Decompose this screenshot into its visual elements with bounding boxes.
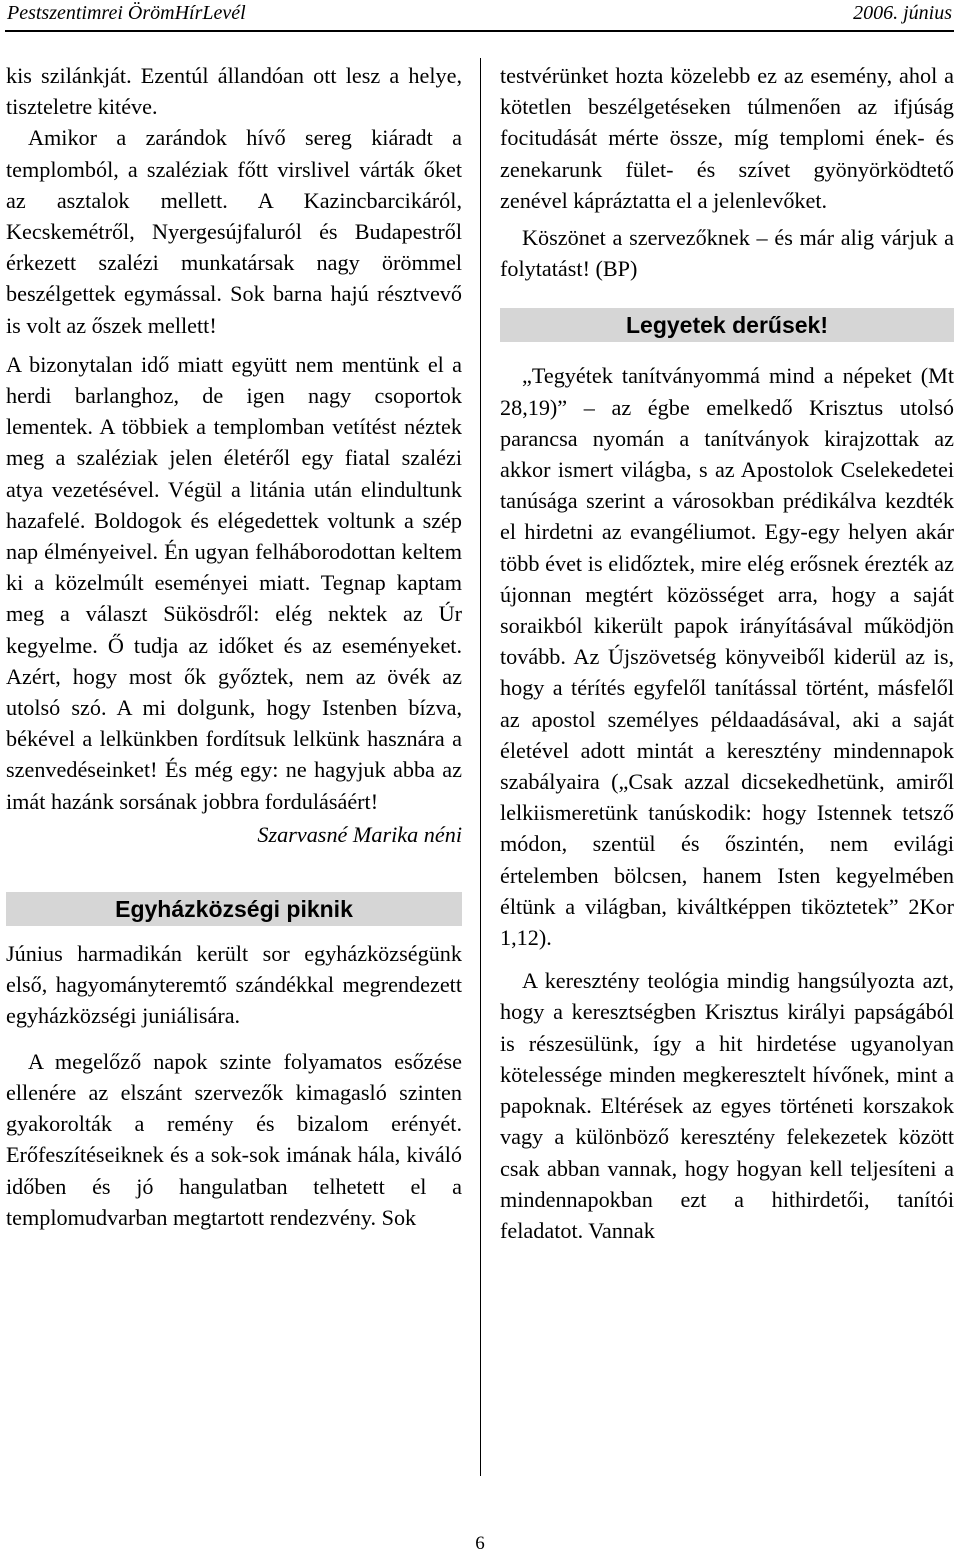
article-signature: Szarvasné Marika néni [257,821,462,847]
paragraph: Amikor a zarándok hívő sereg kiáradt a templomból, a szaléziak főtt virslivel várták őket az asztalok mellett. A Kazincbarcikáról, Kecskemétről, Nyergesújfaluról és Budapestről érkezett szalézi munkatársak nagy örömmel beszélgettek egymással. Sok barna hajú résztvevő is volt az őszek mellett! [6,125,462,338]
page-number: 6 [475,1533,485,1554]
left-column [6,60,462,1233]
paragraph: A megelőző napok szinte folyamatos esőzése ellenére az elszánt szervezők kimagasló szinten gyakorolták a remény és bizalom erényét. Erőfeszítéseiknek és a sok-sok imának hála, kiváló időben és jó hangulatban telhetett el a templomudvarban megtartott rendezvény. Sok [6,1048,462,1230]
paragraph: testvérünket hozta közelebb ez az esemény, ahol a kötetlen beszélgetéseken túlmenően az ifjúság focitudását mérte össze, míg templomi ének- és zenekarunk fület- és szívet gyönyörködtető zenével kápráztatta el a jelenlevőket. [500,63,954,213]
paragraph: Június harmadikán került sor egyházközségünk első, hagyományteremtő szándékkal megrendezett egyházközségi juniálisára. [6,941,462,1029]
issue-date: 2006. június [853,2,952,24]
newsletter-title: Pestszentimrei ÖrömHírLevél [7,2,246,24]
column-divider [480,58,481,1476]
paragraph: A keresztény teológia mindig hangsúlyozta azt, hogy a keresztségben Krisztus királyi papságából is részesülünk, így a hit hirdetése ugyanolyan kötelessége minden megkeresztelt hívőnek, mint a papoknak. Eltérések az egyes történeti korszakok vagy a különböző keresztény felekezetek között csak abban vannak, hogy hogyan kell teljesíteni a mindennapokban ezt a hithirdetői, tanítói feladatot. Vannak [500,968,954,1243]
paragraph: kis szilánkját. Ezentúl állandóan ott lesz a helye, tiszteletre kitéve. [6,63,462,120]
section-heading: Legyetek derűsek! [500,308,954,342]
paragraph: „Tegyétek tanítványommá mind a népeket (Mt 28,19)” – az égbe emelkedő Krisztus utolsó parancsa nyomán a tanítványok kirajzottak az akkor ismert világba, s az Apostolok Cselekedetei tanúsága szerint a városokban prédikálva kezdték el hirdetni az evangéliumot. Egy-egy helyen akár több évet is elidőztek, mire elég erősnek érezték az újonnan megtért közösséget arra, hogy a saját soraikból kikerült papok irányításával működjön tovább. Az Újszövetség könyveiből kiderül az is, hogy a térítés egyfelől tanítással történt, másfelől az apostol személyes példaadásával, aki a saját életével adott mintát a keresztény mindennapok szabályaira („Csak azzal dicsekedhetünk, amiről lelkiismeretünk tanúskodik: hogy Istennek tetsző módon, szentül és őszintén, nem evilági értelemben bölcsen, hanem Isten kegyelmében éltünk a világban, kiváltképpen tiköztetek” 2Kor 1,12). [500,363,954,951]
section-heading: Egyházközségi piknik [6,892,462,926]
paragraph: A bizonytalan idő miatt együtt nem mentünk el a herdi barlanghoz, de igen nagy csoportok lementek. A többiek a templomban vetítést néztek meg a szaléziak jelen életéről egy fiatal szalézi atya vezetésével. Végül a litánia után elindultunk hazafelé. Boldogok és elégedettek voltunk a szép nap élményeivel. Én ugyan felháborodottan keltem ki a közelmúlt eseményei miatt. Tegnap kaptam meg a választ Sükösdről: elég nektek az Úr kegyelme. Ő tudja az időket és az eseményeket. Azért, hogy most ők győztek, nem az övék az utolsó szó. A mi dolgunk, hogy Istenben bízva, békével a lelkünkben fordítsuk lelkünk hasznára a szenvedéseinket! És még egy: ne hagyjuk abba az imát hazánk sorsának jobbra fordulásáért! [6,351,462,814]
right-column [500,60,954,1246]
paragraph: Köszönet a szervezőknek – és már alig várjuk a folytatást! (BP) [500,225,954,282]
page-header [5,0,954,32]
